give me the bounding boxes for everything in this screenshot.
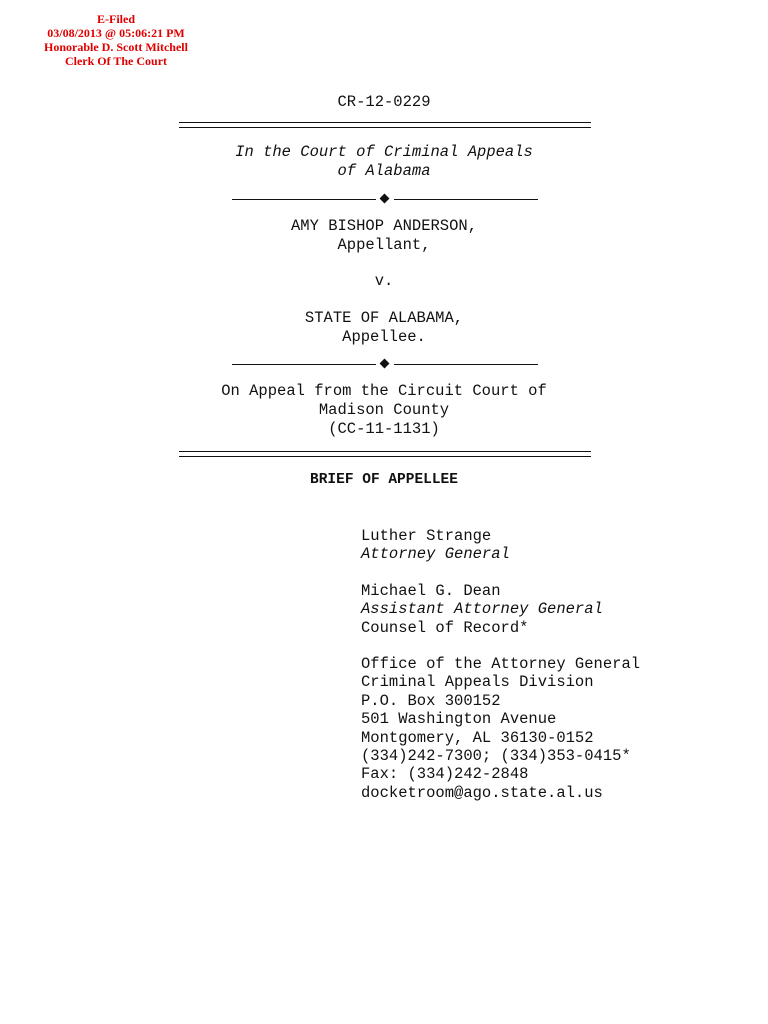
appellant-block: [0, 217, 768, 255]
efile-stamp-clerk-name: Honorable D. Scott Mitchell: [44, 40, 188, 54]
appeal-from-county: Madison County: [318, 401, 450, 419]
diamond-icon: [380, 359, 390, 369]
appeal-from-case-number: (CC-11-1131): [328, 420, 440, 438]
efile-stamp-datetime: 03/08/2013 @ 05:06:21 PM: [47, 26, 185, 40]
appellee-name: STATE OF ALABAMA,: [304, 309, 464, 327]
fax-number: Fax: (334)242-2848: [361, 765, 529, 784]
po-box: P.O. Box 300152: [361, 691, 501, 710]
counsel-block: [361, 527, 640, 802]
appeal-from: [0, 382, 768, 439]
appellant-name: AMY BISHOP ANDERSON,: [290, 217, 478, 235]
top-double-rule: [179, 122, 591, 128]
assistant-attorney-general-name: Michael G. Dean: [361, 581, 501, 600]
attorney-general-name: Luther Strange: [361, 527, 492, 545]
efile-stamp-clerk-title: Clerk Of The Court: [64, 54, 168, 68]
division-name: Criminal Appeals Division: [361, 673, 594, 692]
email-address[interactable]: docketroom@ago.state.al.us: [361, 783, 603, 802]
counsel-of-record: Counsel of Record*: [361, 618, 529, 637]
efile-stamp: [32, 12, 200, 68]
attorney-general-title: Attorney General: [361, 545, 510, 564]
case-number: CR-12-0229: [337, 93, 431, 111]
assistant-attorney-general-title: Assistant Attorney General: [361, 600, 603, 619]
appeal-from-line1: On Appeal from the Circuit Court of: [221, 382, 547, 400]
street-address: 501 Washington Avenue: [361, 710, 557, 729]
court-name-line1: In the Court of Criminal Appeals: [235, 143, 533, 161]
office-name: Office of the Attorney General: [361, 655, 641, 674]
court-name: [0, 143, 768, 181]
appellant-role: Appellant,: [337, 236, 431, 254]
versus: v.: [374, 272, 394, 290]
appellee-role: Appellee.: [342, 328, 426, 346]
ornament-divider-top: [232, 193, 538, 205]
ornament-divider-bottom: [232, 358, 538, 370]
brief-title: BRIEF OF APPELLEE: [310, 472, 458, 488]
diamond-icon: [380, 194, 390, 204]
efile-stamp-status: E-Filed: [97, 12, 135, 26]
court-name-line2: of Alabama: [337, 162, 431, 180]
bottom-double-rule: [179, 451, 591, 457]
appellee-block: [0, 309, 768, 347]
city-state-zip: Montgomery, AL 36130-0152: [361, 728, 594, 747]
phone-numbers: (334)242-7300; (334)353-0415*: [361, 747, 631, 766]
